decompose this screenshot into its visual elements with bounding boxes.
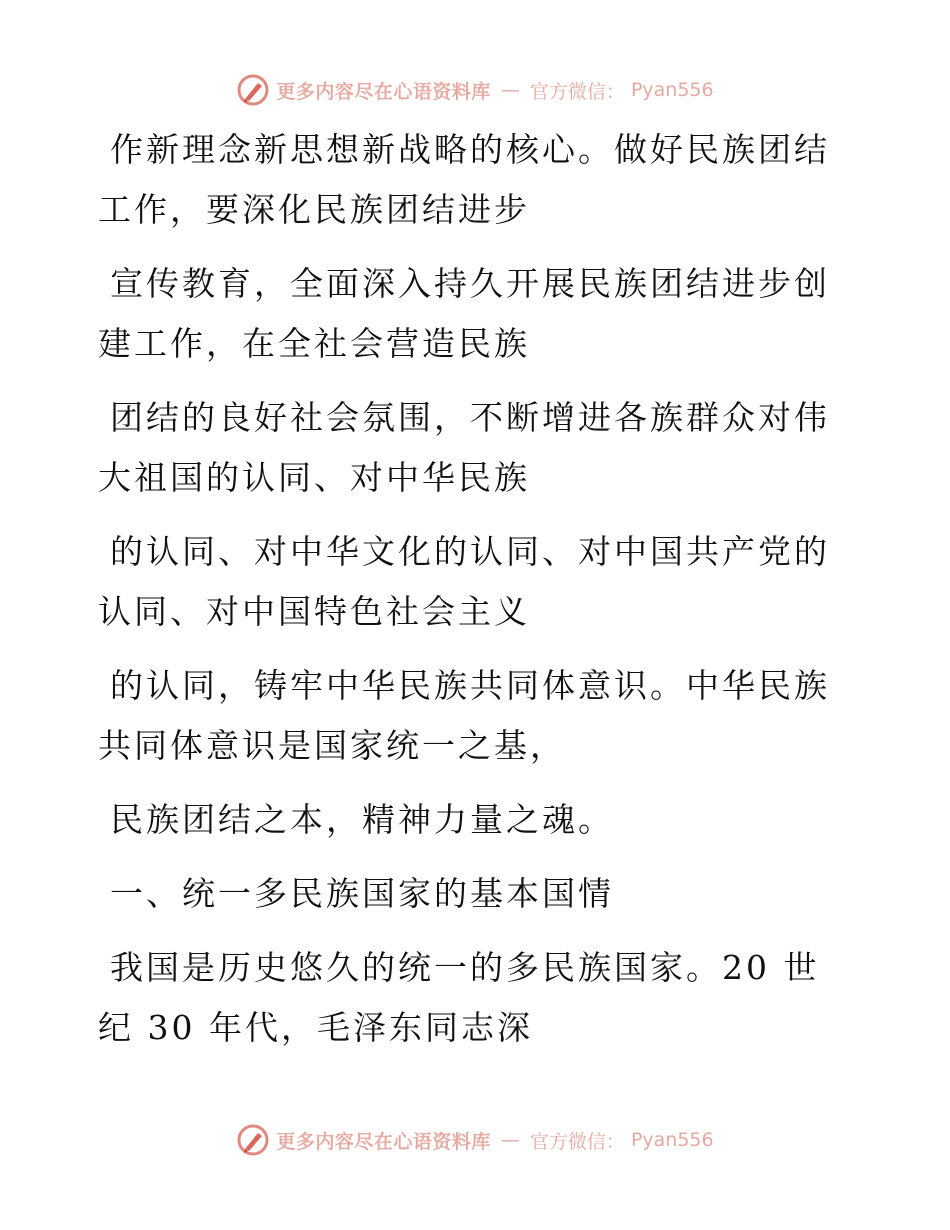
- watermark-brand-text: 更多内容尽在心语资料库: [276, 80, 491, 103]
- paragraph-1: 作新理念新思想新战略的核心。做好民族团结工作，要深化民族团结进步: [98, 130, 830, 229]
- header-watermark: [0, 70, 950, 110]
- paragraph-7: 我国是历史悠久的统一的多民族国家。20 世纪 30 年代，毛泽东同志深: [98, 948, 820, 1047]
- footer-watermark: [0, 1120, 950, 1160]
- watermark-separator: —: [500, 79, 520, 101]
- paragraph-5: 的认同，铸牢中华民族共同体意识。中华民族共同体意识是国家统一之基，: [98, 666, 830, 765]
- section-heading: 一、统一多民族国家的基本国情: [110, 874, 614, 913]
- pen-logo-icon: [236, 1123, 270, 1157]
- pen-logo-icon: [236, 73, 270, 107]
- paragraph-4: 的认同、对中华文化的认同、对中国共产党的认同、对中国特色社会主义: [98, 532, 830, 631]
- paragraph-6: 民族团结之本，精神力量之魂。: [110, 800, 614, 839]
- document-body: [98, 120, 838, 1072]
- watermark-brand-text: 更多内容尽在心语资料库: [276, 1130, 491, 1153]
- paragraph-3: 团结的良好社会氛围，不断增进各族群众对伟大祖国的认同、对中华民族: [98, 398, 830, 497]
- watermark-wechat-label: 官方微信：: [529, 1130, 625, 1153]
- watermark-wechat-id: Pyan556: [630, 79, 714, 101]
- watermark-wechat-id: Pyan556: [630, 1129, 714, 1151]
- watermark-separator: —: [500, 1129, 520, 1151]
- paragraph-2: 宣传教育，全面深入持久开展民族团结进步创建工作，在全社会营造民族: [98, 264, 830, 363]
- watermark-wechat-label: 官方微信：: [529, 80, 625, 103]
